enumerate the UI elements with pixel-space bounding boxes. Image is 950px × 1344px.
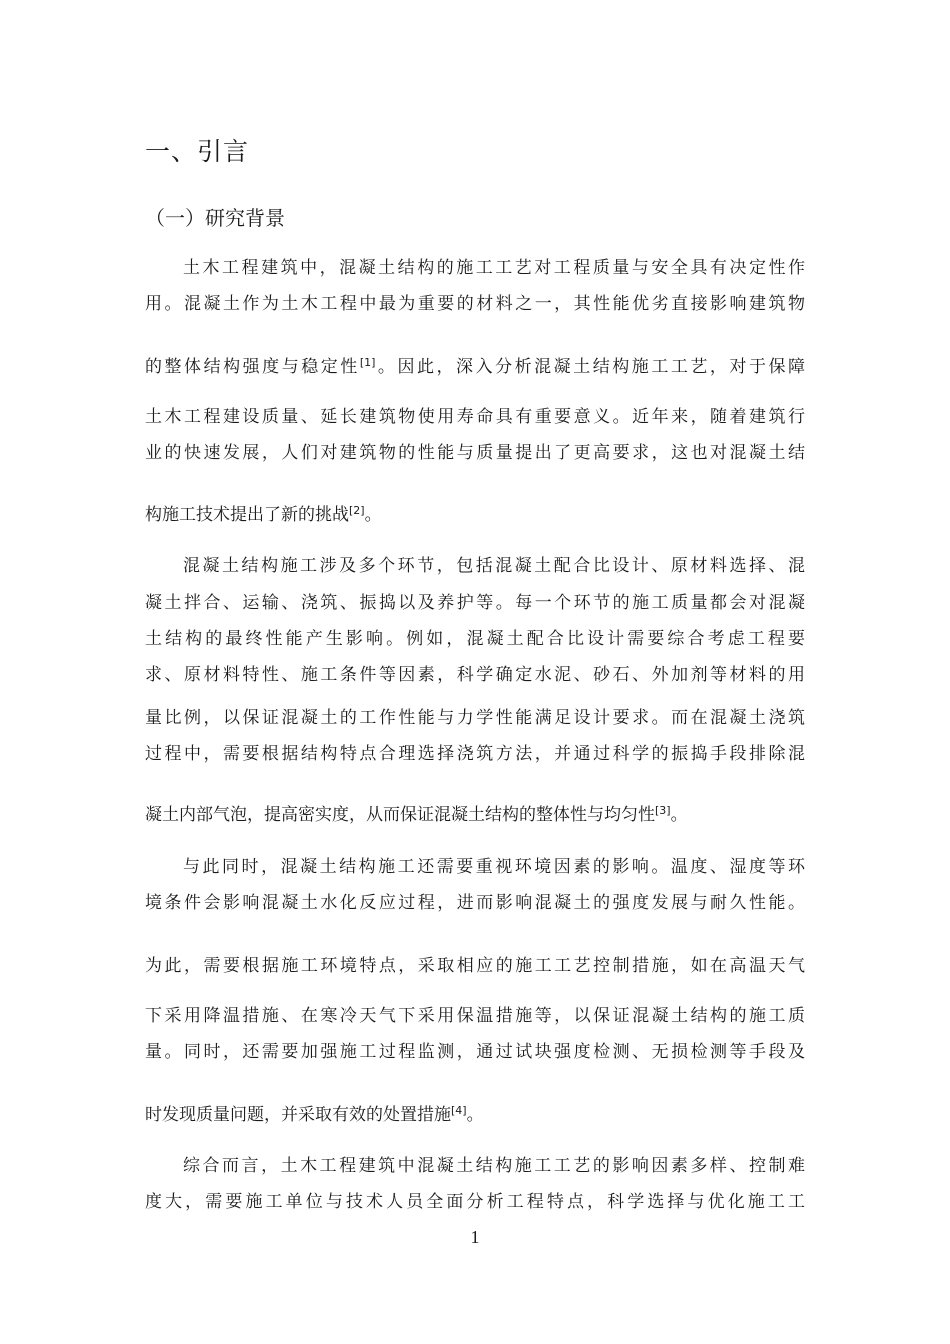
text-span: 。 [670,805,688,825]
paragraph-line: 量比例，以保证混凝土的工作性能与力学性能满足设计要求。而在混凝土浇筑 [145,708,805,728]
citation-ref: [2] [349,504,365,517]
text-span: 的整体结构强度与稳定性 [145,357,360,377]
paragraph-line: 境条件会影响混凝土水化反应过程，进而影响混凝土的强度发展与耐久性能。 [145,893,805,913]
paragraph-line: 综合而言，土木工程建筑中混凝土结构施工工艺的影响因素多样、控制难 [183,1156,805,1176]
text-span: 凝土内部气泡，提高密实度，从而保证混凝土结构的整体性与均匀性 [145,805,655,825]
citation-ref: [4] [451,1104,467,1117]
text-span: 。 [466,1105,484,1125]
section-heading: 一、引言 [145,137,250,166]
text-span: 时发现质量问题，并采取有效的处置措施 [145,1105,451,1125]
page-number: 1 [470,1227,480,1247]
paragraph-line: 求、原材料特性、施工条件等因素，科学确定水泥、砂石、外加剂等材料的用 [145,665,805,685]
paragraph-line [145,803,805,827]
paragraph-line: 混凝土结构施工涉及多个环节，包括混凝土配合比设计、原材料选择、混 [183,556,805,576]
paragraph-line: 为此，需要根据施工环境特点，采取相应的施工工艺控制措施，如在高温天气 [145,956,805,976]
subsection-heading: （一）研究背景 [145,206,285,230]
text-span: 。因此，深入分析混凝土结构施工工艺，对于保障 [375,357,805,377]
paragraph-line: 业的快速发展，人们对建筑物的性能与质量提出了更高要求，这也对混凝土结 [145,443,805,463]
text-span: 。 [364,505,382,525]
paragraph-line: 度大，需要施工单位与技术人员全面分析工程特点，科学选择与优化施工工 [145,1192,805,1212]
paragraph-line: 凝土拌合、运输、浇筑、振捣以及养护等。每一个环节的施工质量都会对混凝 [145,593,805,613]
paragraph-line: 量。同时，还需要加强施工过程监测，通过试块强度检测、无损检测等手段及 [145,1042,805,1062]
paragraph-line: 与此同时，混凝土结构施工还需要重视环境因素的影响。温度、湿度等环 [183,857,805,877]
paragraph-line [145,355,805,379]
citation-ref: [3] [655,804,671,817]
paragraph-line: 过程中，需要根据结构特点合理选择浇筑方法，并通过科学的振捣手段排除混 [145,744,805,764]
citation-ref: [1] [359,356,376,369]
paragraph-line [145,1103,805,1127]
paragraph-line: 下采用降温措施、在寒冷天气下采用保温措施等，以保证混凝土结构的施工质 [145,1006,805,1026]
paragraph-line: 用。混凝土作为土木工程中最为重要的材料之一，其性能优劣直接影响建筑物 [145,294,805,314]
paragraph-line: 土木工程建设质量、延长建筑物使用寿命具有重要意义。近年来，随着建筑行 [145,407,805,427]
paragraph-line [145,503,805,527]
paragraph-line: 土结构的最终性能产生影响。例如，混凝土配合比设计需要综合考虑工程要 [145,629,805,649]
text-span: 构施工技术提出了新的挑战 [145,505,349,525]
paragraph-line: 土木工程建筑中，混凝土结构的施工工艺对工程质量与安全具有决定性作 [183,258,805,278]
